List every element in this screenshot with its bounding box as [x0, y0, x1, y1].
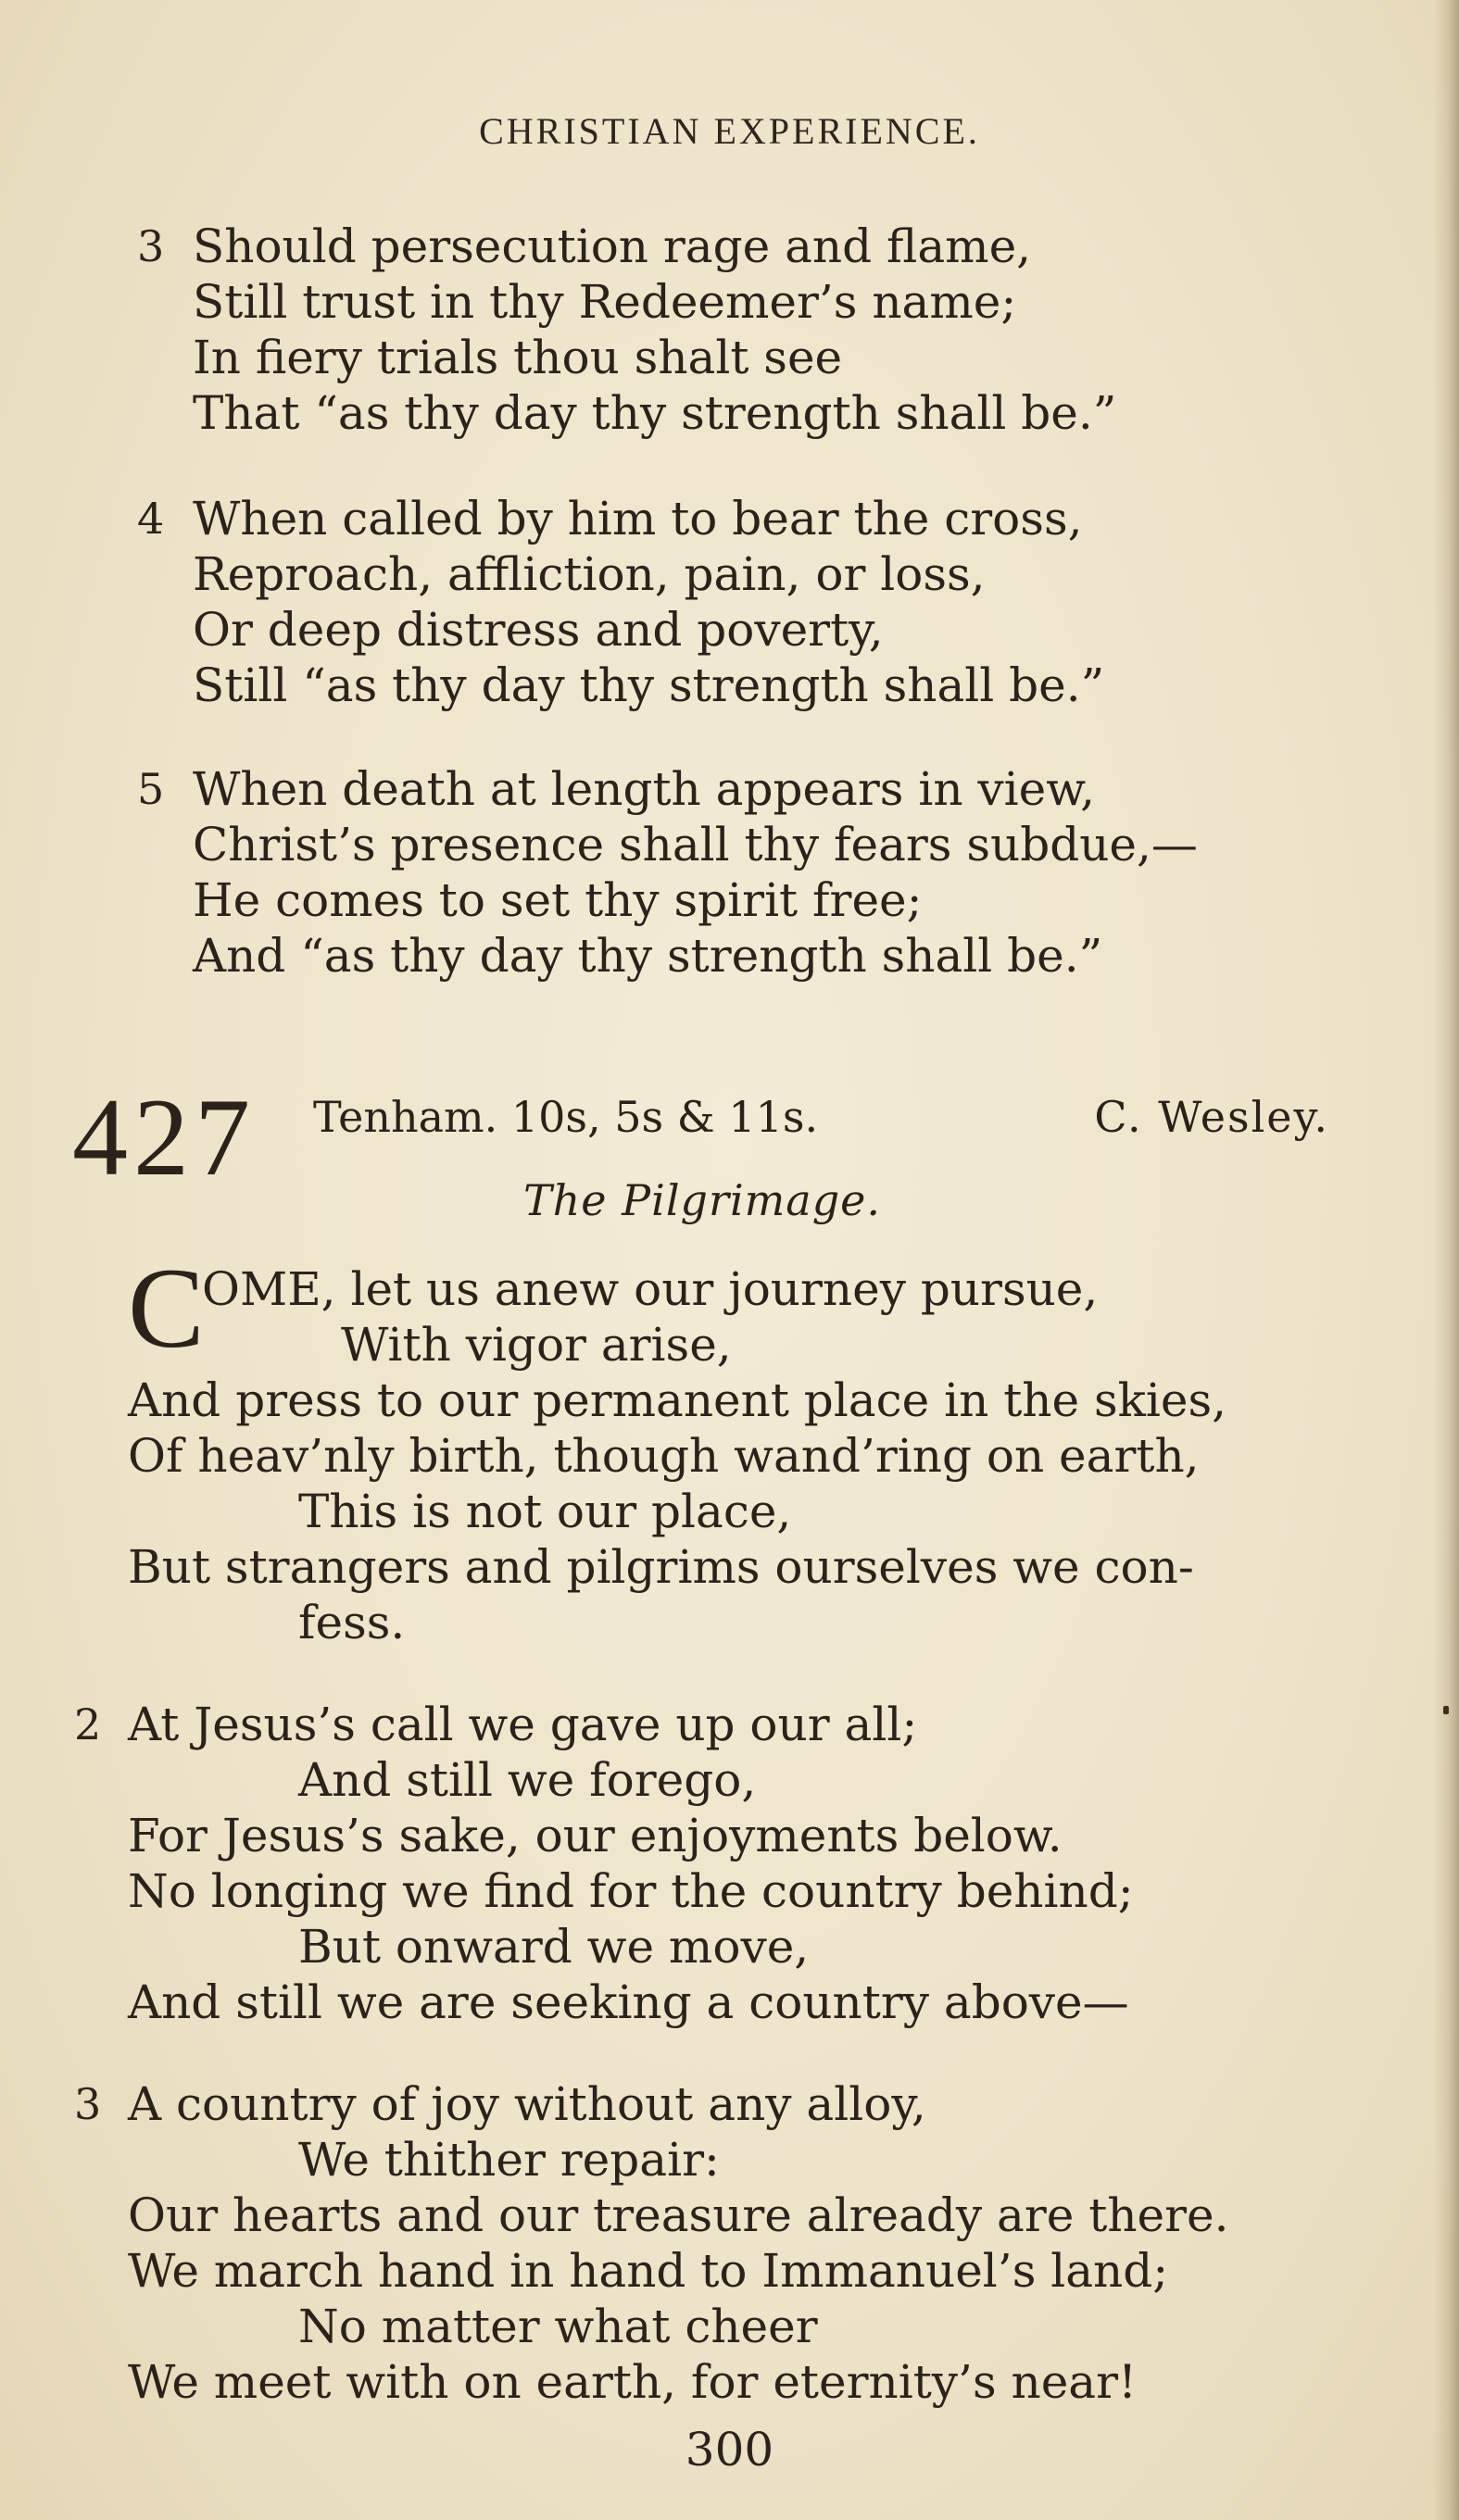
verse-line: No longing we find for the country behind;	[128, 1864, 1134, 1918]
stanza-number: 3	[74, 2079, 102, 2129]
print-speck	[1443, 1706, 1449, 1714]
verse-line: This is not our place,	[298, 1485, 792, 1538]
verse-line: fess.	[298, 1596, 406, 1649]
hymn-title: The Pilgrimage.	[523, 1175, 882, 1225]
verse-line: And still we are seeking a country above—	[128, 1975, 1129, 2029]
tune-meter: Tenham. 10s, 5s & 11s.	[313, 1092, 819, 1142]
verse-line: In fiery trials thou shalt see	[193, 331, 843, 384]
drop-cap: C	[128, 1245, 205, 1372]
verse-line: Still “as thy day thy strength shall be.”	[193, 658, 1105, 712]
stanza-number: 3	[137, 221, 165, 271]
verse-line: Of heav’nly birth, though wand’ring on earth,	[128, 1429, 1200, 1483]
verse-line: OME, let us anew our journey pursue,	[202, 1262, 1099, 1316]
verse-line: We meet with on earth, for eternity’s near!	[128, 2355, 1138, 2409]
hymn-number: 427	[72, 1075, 256, 1198]
verse-line: But onward we move,	[298, 1920, 810, 1974]
verse-line: But strangers and pilgrims ourselves we con-	[128, 1540, 1194, 1594]
page-number: 300	[685, 2423, 774, 2476]
verse-line: That “as thy day thy strength shall be.”	[193, 386, 1117, 440]
verse-line: Christ’s presence shall thy fears subdue,—	[193, 818, 1198, 871]
verse-line: A country of joy without any alloy,	[128, 2077, 926, 2131]
verse-line: When called by him to bear the cross,	[193, 492, 1083, 545]
verse-line: When death at length appears in view,	[193, 762, 1095, 816]
hymn-author: C. Wesley.	[1094, 1092, 1329, 1142]
verse-line: At Jesus’s call we gave up our all;	[128, 1698, 918, 1751]
stanza-number: 2	[74, 1699, 102, 1749]
verse-line: For Jesus’s sake, our enjoyments below.	[128, 1809, 1063, 1862]
verse-line: Reproach, affliction, pain, or loss,	[193, 547, 986, 601]
verse-line: With vigor arise,	[341, 1318, 732, 1372]
verse-line: And “as thy day thy strength shall be.”	[193, 929, 1103, 983]
verse-line: Our hearts and our treasure already are there.	[128, 2188, 1229, 2242]
running-head: CHRISTIAN EXPERIENCE.	[479, 110, 980, 152]
verse-line: Still trust in thy Redeemer’s name;	[193, 275, 1017, 329]
verse-line: And press to our permanent place in the skies,	[128, 1373, 1227, 1427]
page-edge-shadow	[1433, 0, 1459, 2520]
verse-line: And still we forego,	[298, 1753, 757, 1807]
stanza-number: 4	[137, 494, 165, 544]
verse-line: Should persecution rage and flame,	[193, 219, 1032, 273]
verse-line: He comes to set thy spirit free;	[193, 873, 923, 927]
verse-line: We march hand in hand to Immanuel’s land;	[128, 2244, 1169, 2298]
stanza-number: 5	[137, 764, 165, 814]
verse-line: Or deep distress and poverty,	[193, 603, 884, 657]
verse-line: We thither repair:	[298, 2133, 720, 2187]
verse-line: No matter what cheer	[298, 2300, 818, 2353]
